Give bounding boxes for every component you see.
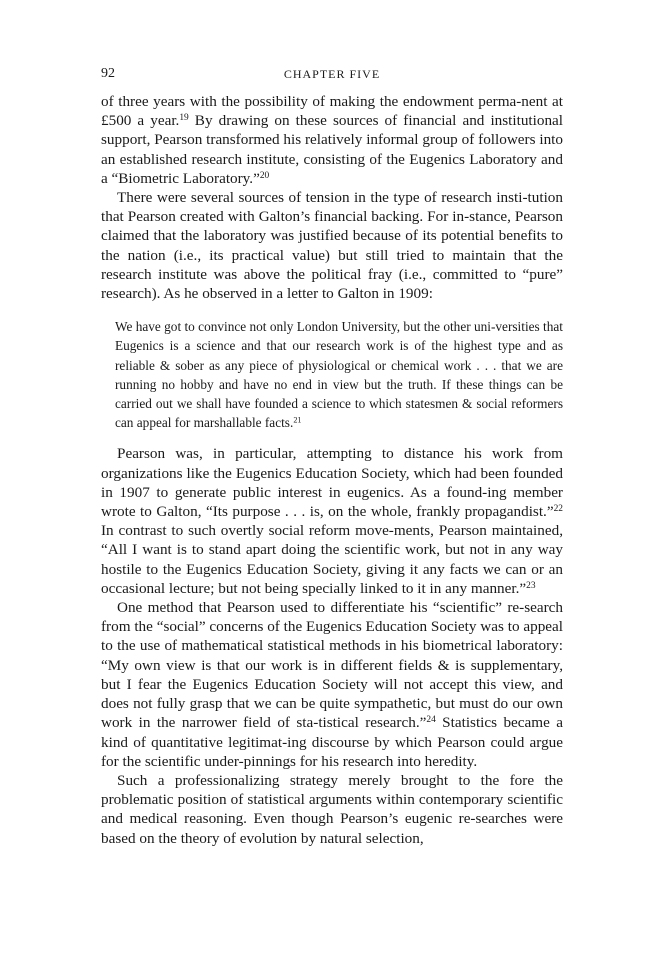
footnote-marker-21: 21	[293, 415, 302, 425]
quote-paragraph	[115, 317, 563, 432]
footnote-marker-24: 24	[426, 715, 436, 726]
paragraph-4	[101, 598, 563, 771]
paragraph-text: Such a professionalizing strategy merely brought to the fore the problematic position of statistical arguments within contemporary scientific and medical reasoning. Even though Pearson’s eugenic re-searches were based on the theory of evolution by natural selection,	[101, 771, 563, 847]
page-number: 92	[101, 66, 115, 81]
footnote-marker-22: 22	[553, 503, 563, 514]
paragraph-5	[101, 771, 563, 848]
footnote-marker-23: 23	[526, 580, 536, 591]
block-quote	[115, 317, 563, 432]
paragraph-3	[101, 444, 563, 598]
quote-text: We have got to convince not only London University, but the other uni-versities that Eugenics is a science and that our research work is of the highest type and as reliable & sober as any piece of physiological or chemical work . . . that we are running no hobby and have no end in view but the truth. If these things can be carried out we shall have founded a science to which statesmen & social reformers can appeal for marshallable facts.	[115, 319, 563, 431]
footnote-marker-20: 20	[259, 170, 270, 181]
paragraph-text: One method that Pearson used to differentiate his “scientific” re-search from the “social” concerns of the Eugenics Education Society was to appeal to the use of mathematical statistical methods in his biometrical laboratory: “My own view is that our work is in different fields & is supplementary, but I fear the Eugenics Education Society will not accept this view, and does not fully grasp that we can be quite sympathetic, but must do our own work in the narrower field of sta-tistical research.”	[101, 599, 563, 732]
paragraph-text: In contrast to such overtly social reform move-ments, Pearson maintained, “All I want is to stand apart doing the scientific work, but not in any way hostile to the Eugenics Education Society, giving it any facts we can or an occasional lecture; but not being specially linked to it in any manner.”	[101, 522, 563, 597]
paragraph-text: By drawing on these sources of financial and institutional support, Pearson transformed his relatively informal group of followers into an established research institute, consisting of the Eugenics Laboratory and a “Biometric Laboratory.”	[101, 112, 564, 187]
paragraph-text: There were several sources of tension in the type of research insti-tution that Pearson created with Galton’s financial backing. For in-stance, Pearson claimed that the laboratory was justified because of its potential benefits to the nation (i.e., its practical value) but still tried to maintain that the research institute was above the political fray (i.e., committed to “pure” research). As he observed in a letter to Galton in 1909:	[101, 189, 563, 303]
paragraph-text: Pearson was, in particular, attempting to distance his work from organizations like the Eugenics Education Society, which had been founded in 1907 to generate public interest in eugenics. As a found-ing member wrote to Galton, “Its purpose . . . is, on the whole, frankly propagandist.”	[101, 445, 563, 521]
book-page	[101, 64, 563, 848]
chapter-title: CHAPTER FIVE	[283, 67, 381, 81]
paragraph-text: Statistics became a kind of quantitative legitimat-ing discourse by which Pearson could argue for the scientific under-pinnings for his research into heredity.	[101, 714, 563, 770]
paragraph-1	[101, 92, 563, 188]
paragraph-text: of three years with the possibility of making the endowment perma-nent at £500 a year.	[101, 93, 563, 130]
footnote-marker-19: 19	[179, 113, 189, 124]
paragraph-2	[101, 188, 563, 303]
body-text	[101, 92, 563, 848]
running-head	[101, 64, 563, 84]
